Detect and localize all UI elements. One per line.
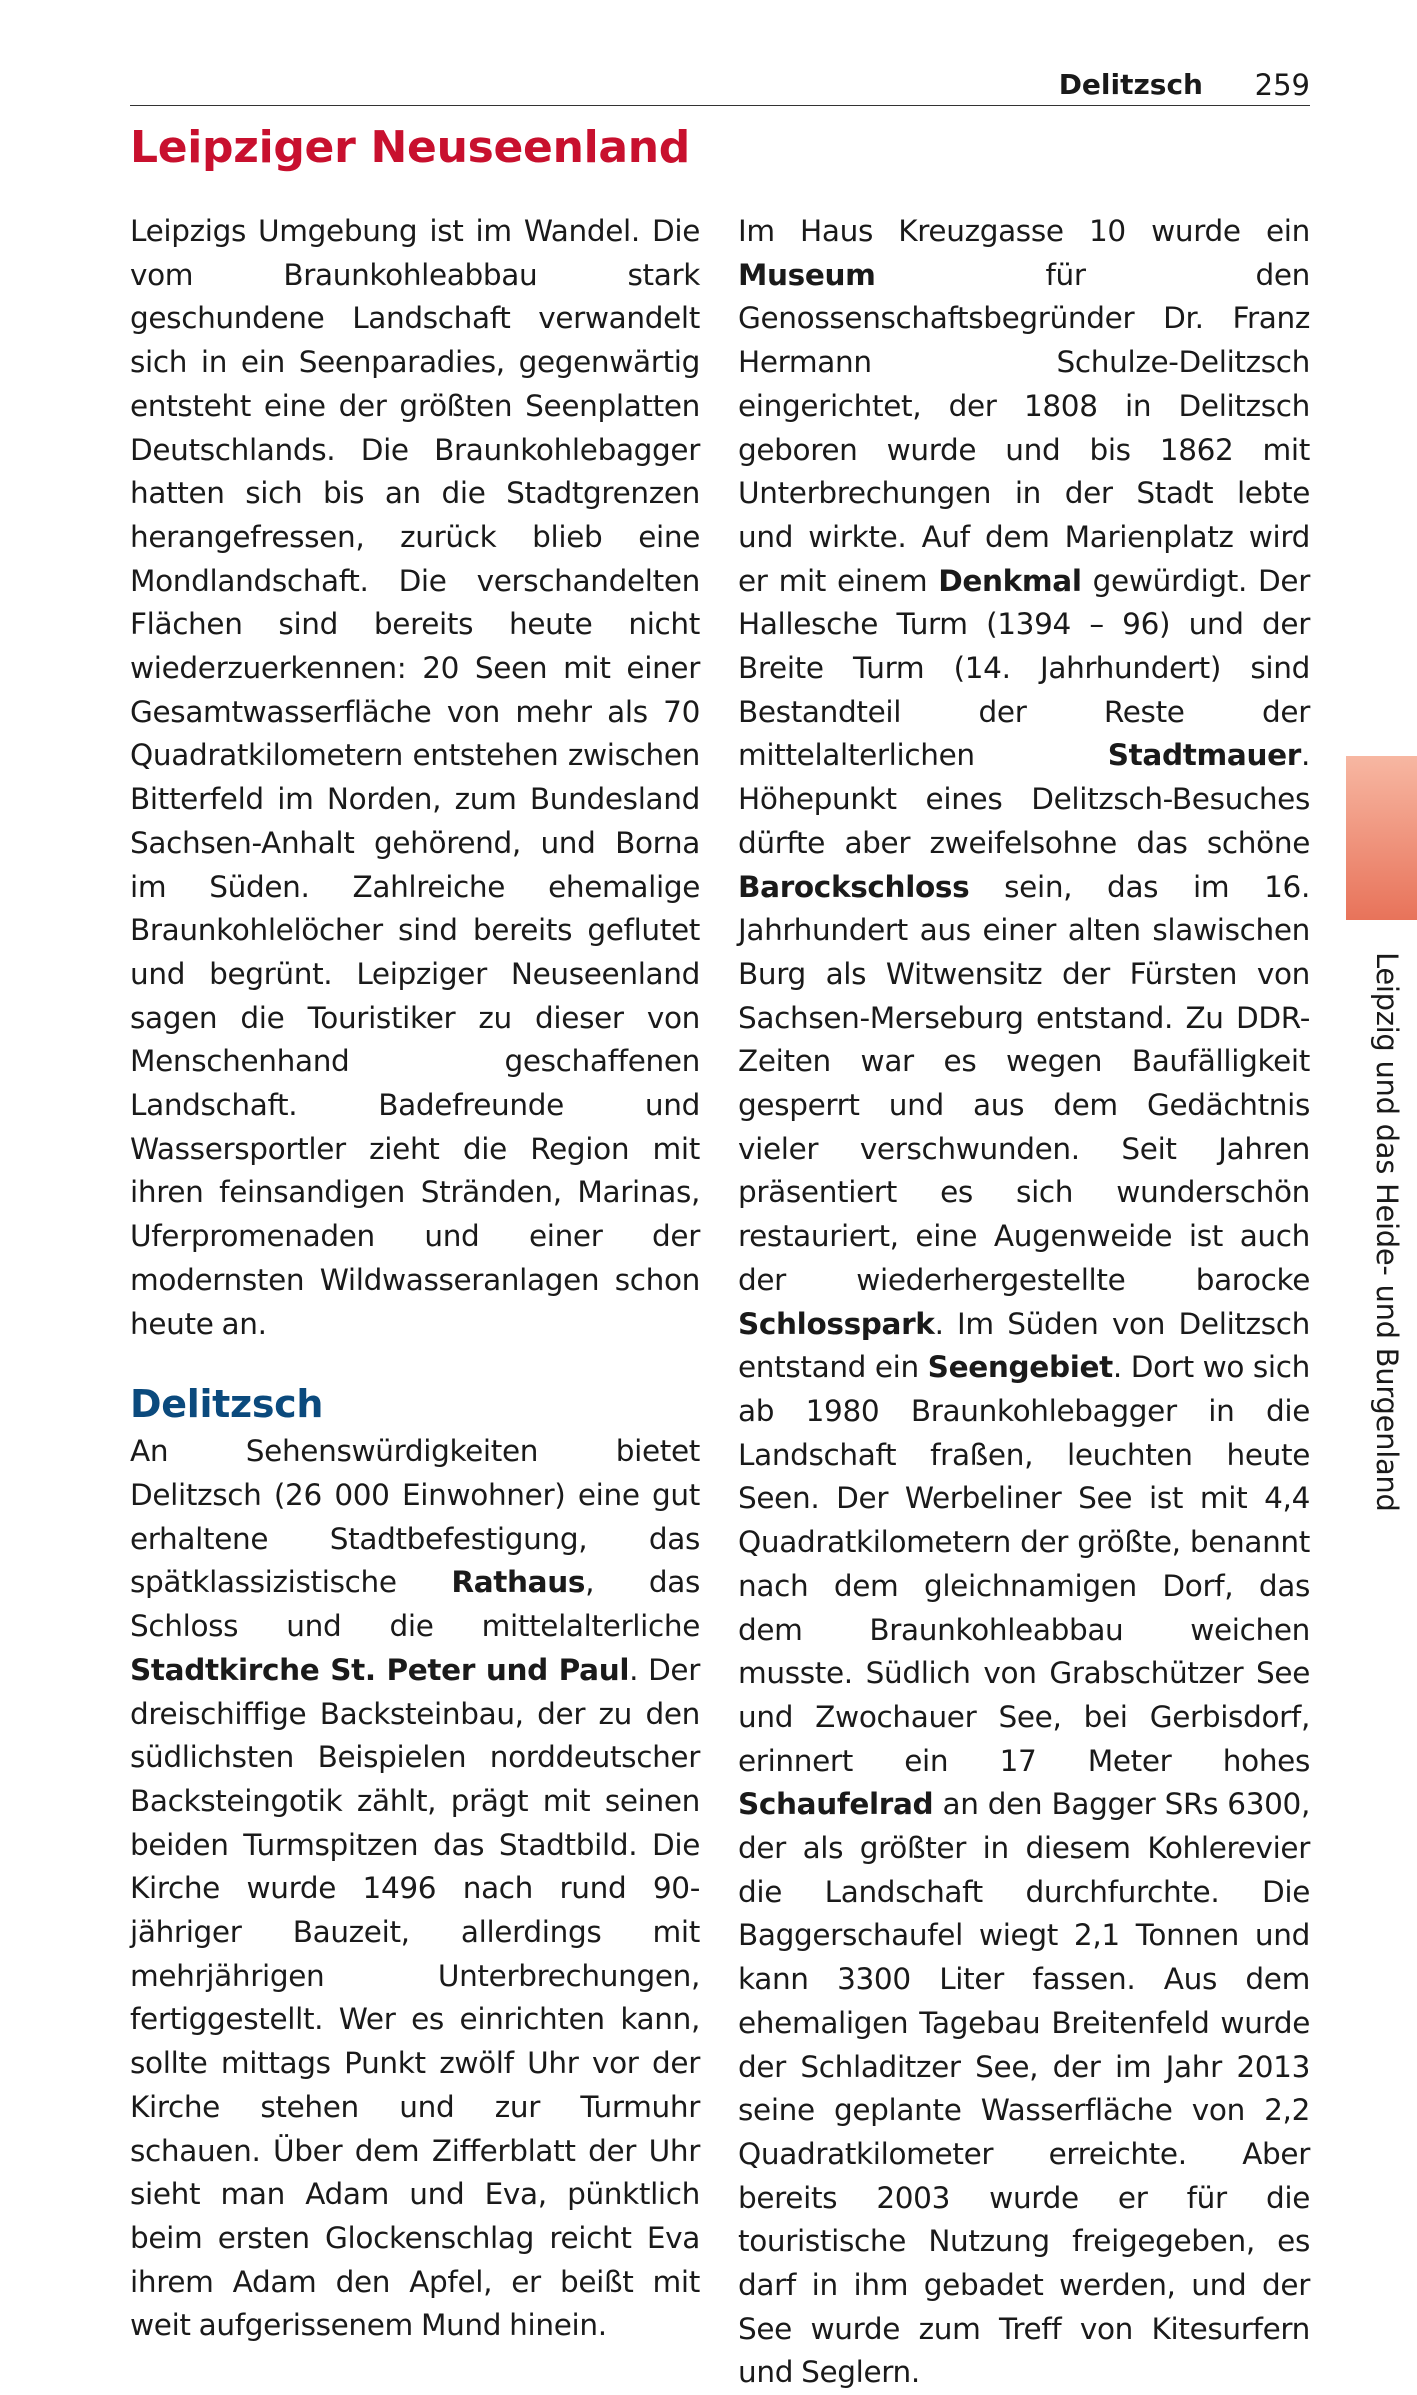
highlight-museum: Museum	[738, 257, 876, 292]
text-run: , das Schloss und die mittelalterliche	[130, 1565, 700, 1644]
text-run: an den Bagger SRs 6300, der als größter in diesem Kohlerevier die Landschaft durchfurchte. Die Baggerschaufel wiegt 2,1 Tonnen und kann 3300 Liter fassen. Aus dem ehemaligen Tagebau Breitenfeld wurde der Schladitzer See, der im Jahr 2013 seine geplante Wasserfläche von 2,2 Quadratkilometer erreichte. Aber bereits 2003 wurde er für die touristische Nutzung freigegeben, es darf in ihm gebadet werden, und der See wurde zum Treff von Kitesurfern und Seglern.	[738, 1787, 1310, 2390]
highlight-stadtkirche: Stadtkirche St. Peter und Paul	[130, 1652, 630, 1687]
text-run: . Der dreischiffige Backsteinbau, der zu den südlichsten Beispielen norddeutscher Backsteingotik zählt, prägt mit seinen beiden Turmspitzen das Stadtbild. Die Kirche wurde 1496 nach rund 90-jähriger Bauzeit, allerdings mit mehrjährigen Unterbrechungen, fertiggestellt. Wer es einrichten kann, sollte mittags Punkt zwölf Uhr vor der Kirche stehen und zur Turmuhr schauen. Über dem Zifferblatt der Uhr sieht man Adam und Eva, pünktlich beim ersten Glockenschlag reicht Eva ihrem Adam den Apfel, er beißt mit weit aufgerissenem Mund hinein.	[130, 1652, 701, 2343]
text-run: An Sehenswürdigkeiten bietet Delitzsch (26 000 Einwohner) eine gut erhaltene Stadtbefestigung, das spätklassizistische	[130, 1434, 700, 1600]
highlight-rathaus: Rathaus	[451, 1565, 586, 1600]
text-run: für den Genossenschaftsbegründer Dr. Franz Hermann Schulze-Delitzsch eingerichtet, der 1808 in Delitzsch geboren wurde und bis 1862 mit Unterbrechungen in der Stadt lebte und wirkte. Auf dem Marienplatz wird er mit einem	[738, 257, 1310, 598]
section-heading: Delitzsch	[130, 1382, 324, 1427]
page-number: 259	[1254, 68, 1310, 102]
chapter-side-label: Leipzig und das Heide- und Burgenland	[1370, 952, 1404, 1512]
intro-paragraph: Leipzigs Umgebung ist im Wandel. Die vom Braunkohleabbau stark geschundene Landschaft verwandelt sich in ein Seenparadies, gegenwärtig entsteht eine der größten Seenplatten Deutschlands. Die Braunkohlebagger hatten sich bis an die Stadtgrenzen herangefressen, zurück blieb eine Mondlandschaft. Die verschandelten Flächen sind bereits heute nicht wiederzuerkennen: 20 Seen mit einer Gesamtwasserfläche von mehr als 70 Quadratkilometern entstehen zwischen Bitterfeld im Norden, zum Bundesland Sachsen-Anhalt gehörend, und Borna im Süden. Zahlreiche ehemalige Braunkohlelöcher sind bereits geflutet und begrünt. Leipziger Neuseenland sagen die Touristiker zu dieser von Menschenhand geschaffenen Landschaft. Badefreunde und Wassersportler zieht die Region mit ihren feinsandigen Stränden, Marinas, Uferpromenaden und einer der modernsten Wildwasseranlagen schon heute an.	[130, 214, 700, 1341]
text-run: gewürdigt. Der Hallesche Turm (1394 – 96) und der Breite Turm (14. Jahrhundert) sind Bestandteil der Reste der mittelalterlichen	[738, 563, 1310, 773]
delitzsch-paragraph-2	[738, 210, 1310, 2395]
highlight-seengebiet: Seengebiet	[927, 1350, 1113, 1385]
header-rule	[130, 105, 1310, 106]
highlight-schlosspark: Schlosspark	[738, 1306, 935, 1341]
delitzsch-paragraph-1	[130, 1430, 700, 2348]
text-run: . Dort wo sich ab 1980 Braunkohlebagger in die Landschaft fraßen, leuchten heute Seen. Der Werbeliner See ist mit 4,4 Quadratkilometern der größte, benannt nach dem gleichnamigen Dorf, das dem Braunkohleabbau weichen musste. Südlich von Grabschützer See und Zwochauer See, bei Gerbisdorf, erinnert ein 17 Meter hohes	[738, 1350, 1310, 1778]
running-header-section: Delitzsch	[1058, 68, 1203, 101]
highlight-denkmal: Denkmal	[938, 563, 1082, 598]
highlight-stadtmauer: Stadtmauer	[1107, 738, 1301, 773]
running-header	[130, 64, 1310, 108]
highlight-barockschloss: Barockschloss	[738, 869, 970, 904]
chapter-color-tab	[1346, 756, 1417, 920]
highlight-schaufelrad: Schaufelrad	[738, 1787, 934, 1822]
left-column	[130, 210, 700, 2348]
text-run: . Höhepunkt eines Delitzsch-Besuches dürfte aber zweifelsohne das schöne	[738, 738, 1310, 860]
text-run: . Im Süden von Delitzsch entstand ein	[738, 1306, 1310, 1385]
text-run: sein, das im 16. Jahrhundert aus einer alten slawischen Burg als Witwensitz der Fürsten von Sachsen-Merseburg entstand. Zu DDR-Zeiten war es wegen Baufälligkeit gesperrt und aus dem Gedächtnis vieler verschwunden. Seit Jahren präsentiert es sich wunderschön restauriert, eine Augenweide ist auch der wiederhergestellte barocke	[738, 869, 1310, 1297]
chapter-title: Leipziger Neuseenland	[130, 122, 690, 173]
right-column	[738, 210, 1310, 2395]
text-run: Im Haus Kreuzgasse 10 wurde ein	[738, 214, 1310, 248]
